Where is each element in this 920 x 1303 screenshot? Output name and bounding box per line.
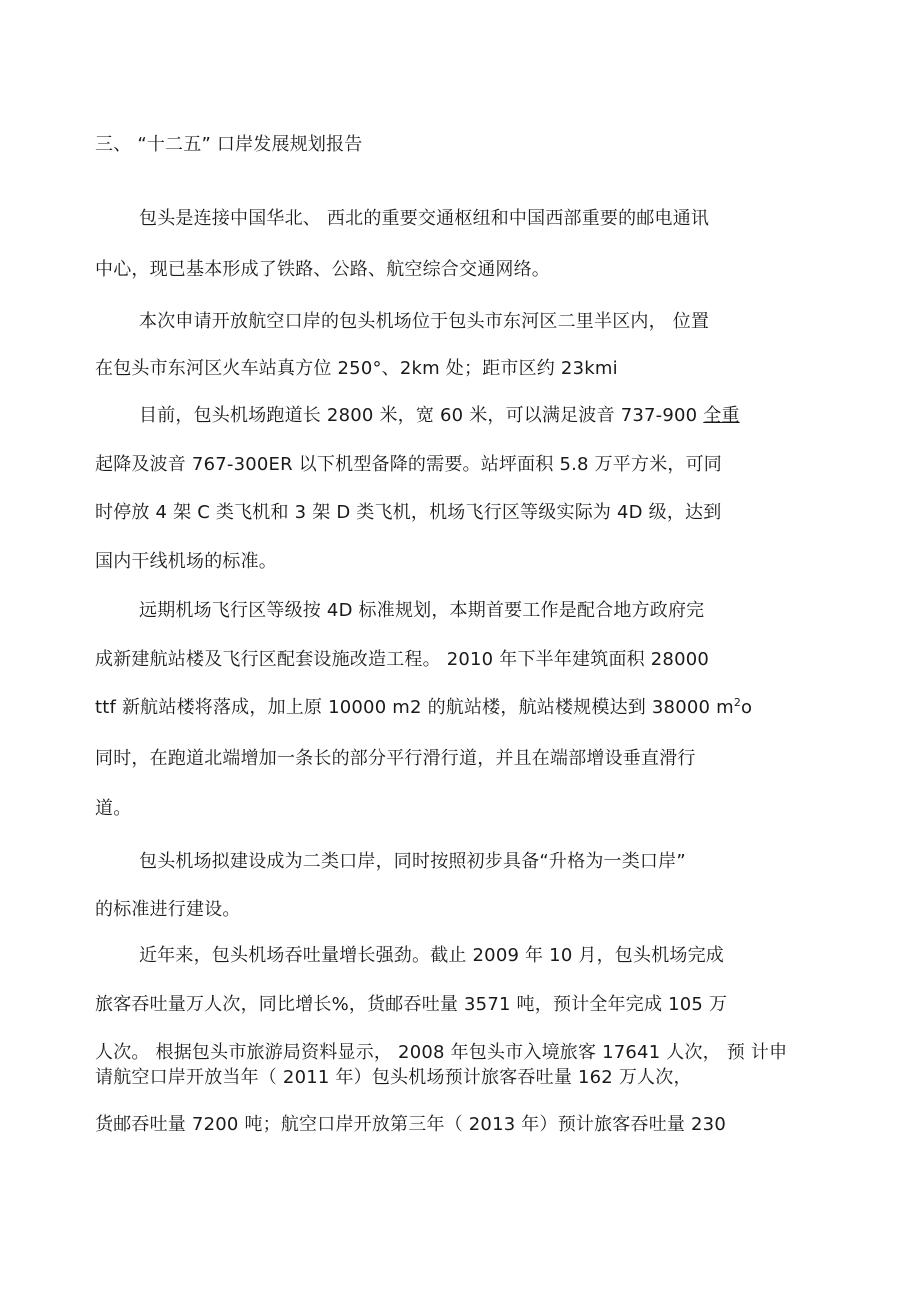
paragraph-4-line-4: 同时，在跑道北端增加一条长的部分平行滑行道，并且在端部增设垂直滑行 [95,748,696,769]
paragraph-6-line-4: 请航空口岸开放当年（ 2011 年）包头机场预计旅客吞吐量 162 万人次， [95,1067,692,1088]
paragraph-4-line-3-text: ttf 新航站楼将落成，加上原 10000 m2 的航站楼，航站楼规模达到 38000 m [95,697,734,718]
paragraph-1-line-2: 中心，现已基本形成了铁路、公路、航空综合交通网络。 [95,259,550,280]
paragraph-1-line-1: 包头是连接中国华北、 西北的重要交通枢纽和中国西部重要的邮电通讯 [139,208,710,229]
paragraph-2-line-1: 本次申请开放航空口岸的包头机场位于包头市东河区二里半区内， 位置 [139,311,710,332]
paragraph-6-line-2: 旅客吞吐量万人次，同比增长%，货邮吞吐量 3571 吨，预计全年完成 105 万 [95,994,728,1015]
paragraph-5-line-2: 的标准进行建设。 [95,899,241,920]
paragraph-2-line-2: 在包头市东河区火车站真方位 250°、2km 处；距市区约 23kmi [95,358,618,379]
paragraph-4-line-1: 远期机场飞行区等级按 4D 标准规划，本期首要工作是配合地方政府完 [139,600,705,621]
paragraph-4-line-3 [95,697,752,719]
paragraph-6-line-3: 人次。 根据包头市旅游局资料显示， 2008 年包头市入境旅客 17641 人次， 预 计申 [95,1042,788,1063]
document-title: 三、 “十二五” 口岸发展规划报告 [95,134,363,155]
paragraph-6-line-1: 近年来，包头机场吞吐量增长强劲。截止 2009 年 10 月，包头机场完成 [139,945,724,966]
paragraph-5-line-1: 包头机场拟建设成为二类口岸，同时按照初步具备“升格为一类口岸” [139,851,686,872]
paragraph-3-line-1-text: 目前，包头机场跑道长 2800 米，宽 60 米，可以满足波音 737-900 [139,405,704,426]
paragraph-3-line-1 [139,405,740,427]
paragraph-4-line-5: 道。 [95,798,132,819]
underlined-term: 全重 [703,405,740,426]
superscript-2: 2 [733,696,742,709]
paragraph-3-line-3: 时停放 4 架 C 类飞机和 3 架 D 类飞机，机场飞行区等级实际为 4D 级，达到 [95,502,722,523]
paragraph-3-line-2: 起降及波音 767-300ER 以下机型备降的需要。站坪面积 5.8 万平方米，可同 [95,454,722,475]
paragraph-4-line-3-end: o [741,697,753,718]
paragraph-3-line-4: 国内干线机场的标准。 [95,551,277,572]
paragraph-4-line-2: 成新建航站楼及飞行区配套设施改造工程。 2010 年下半年建筑面积 28000 [95,649,710,670]
paragraph-6-line-5: 货邮吞吐量 7200 吨；航空口岸开放第三年（ 2013 年）预计旅客吞吐量 230 [95,1114,726,1135]
